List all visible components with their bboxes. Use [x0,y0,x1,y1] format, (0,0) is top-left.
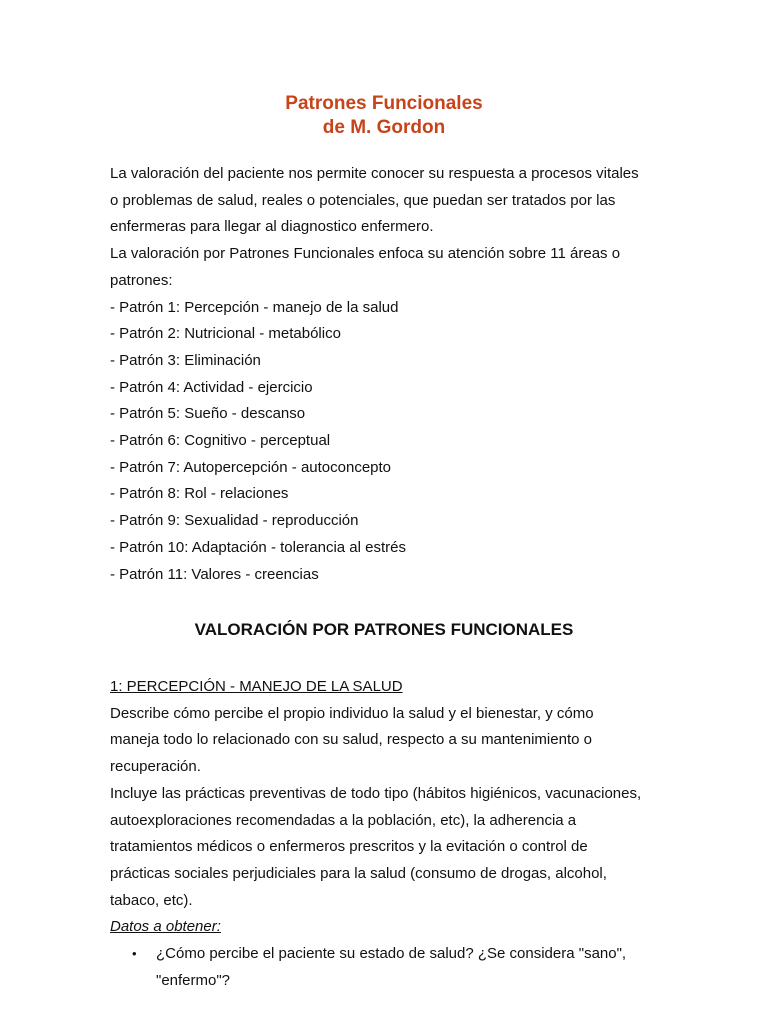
pattern1-section [110,674,670,941]
paragraph-line: recuperación. [110,758,201,776]
pattern-list-item: - Patrón 4: Actividad - ejercicio [110,378,313,396]
pattern-list-item: - Patrón 11: Valores - creencias [110,565,319,583]
bullet-list-item [110,941,670,994]
intro-line: patrones: [110,271,173,289]
data-bullet-list [110,941,670,994]
intro-line: o problemas de salud, reales o potenciales, que puedan ser tratados por las [110,191,616,209]
section-heading: VALORACIÓN POR PATRONES FUNCIONALES [194,620,574,639]
intro-line: enfermeras para llegar al diagnostico enfermero. [110,218,434,236]
paragraph-line: tabaco, etc). [110,891,193,909]
bullet-text-line: "enfermo"? [156,971,231,989]
pattern-list-item: - Patrón 8: Rol - relaciones [110,485,289,503]
document-title-line2: de M. Gordon [322,117,446,138]
intro-section [110,161,670,588]
pattern-list-item: - Patrón 5: Sueño - descanso [110,405,306,423]
pattern-list-item: - Patrón 3: Eliminación [110,351,261,369]
intro-line: La valoración del paciente nos permite conocer su respuesta a procesos vitales [110,165,639,182]
document-title-line1: Patrones Funcionales [285,93,483,114]
paragraph-line: Describe cómo percibe el propio individuo la salud y el bienestar, y cómo [110,704,594,722]
data-to-obtain-label: Datos a obtener: [110,918,221,936]
pattern-list-item: - Patrón 1: Percepción - manejo de la salud [110,298,399,316]
pattern-list-item: - Patrón 7: Autopercepción - autoconcepto [110,458,392,476]
paragraph-line: tratamientos médicos o enfermeros prescritos y la evitación o control de [110,838,588,856]
pattern-list-item: - Patrón 2: Nutricional - metabólico [110,325,341,343]
pattern-list-item: - Patrón 6: Cognitivo - perceptual [110,432,331,450]
pattern1-heading: 1: PERCEPCIÓN - MANEJO DE LA SALUD [110,678,403,695]
paragraph-line: prácticas sociales perjudiciales para la salud (consumo de drogas, alcohol, [110,864,607,882]
pattern-list-item: - Patrón 10: Adaptación - tolerancia al estrés [110,538,407,556]
paragraph-line: maneja todo lo relacionado con su salud, respecto a su mantenimiento o [110,731,592,749]
bullet-text-line: ¿Cómo percibe el paciente su estado de salud? ¿Se considera "sano", [156,945,627,962]
pattern-list-item: - Patrón 9: Sexualidad - reproducción [110,512,359,530]
paragraph-line: autoexploraciones recomendadas a la población, etc), la adherencia a [110,811,577,829]
paragraph-line: Incluye las prácticas preventivas de todo tipo (hábitos higiénicos, vacunaciones, [110,784,642,802]
intro-line: La valoración por Patrones Funcionales enfoca su atención sobre 11 áreas o [110,245,621,263]
bullet-icon: • [132,946,137,961]
